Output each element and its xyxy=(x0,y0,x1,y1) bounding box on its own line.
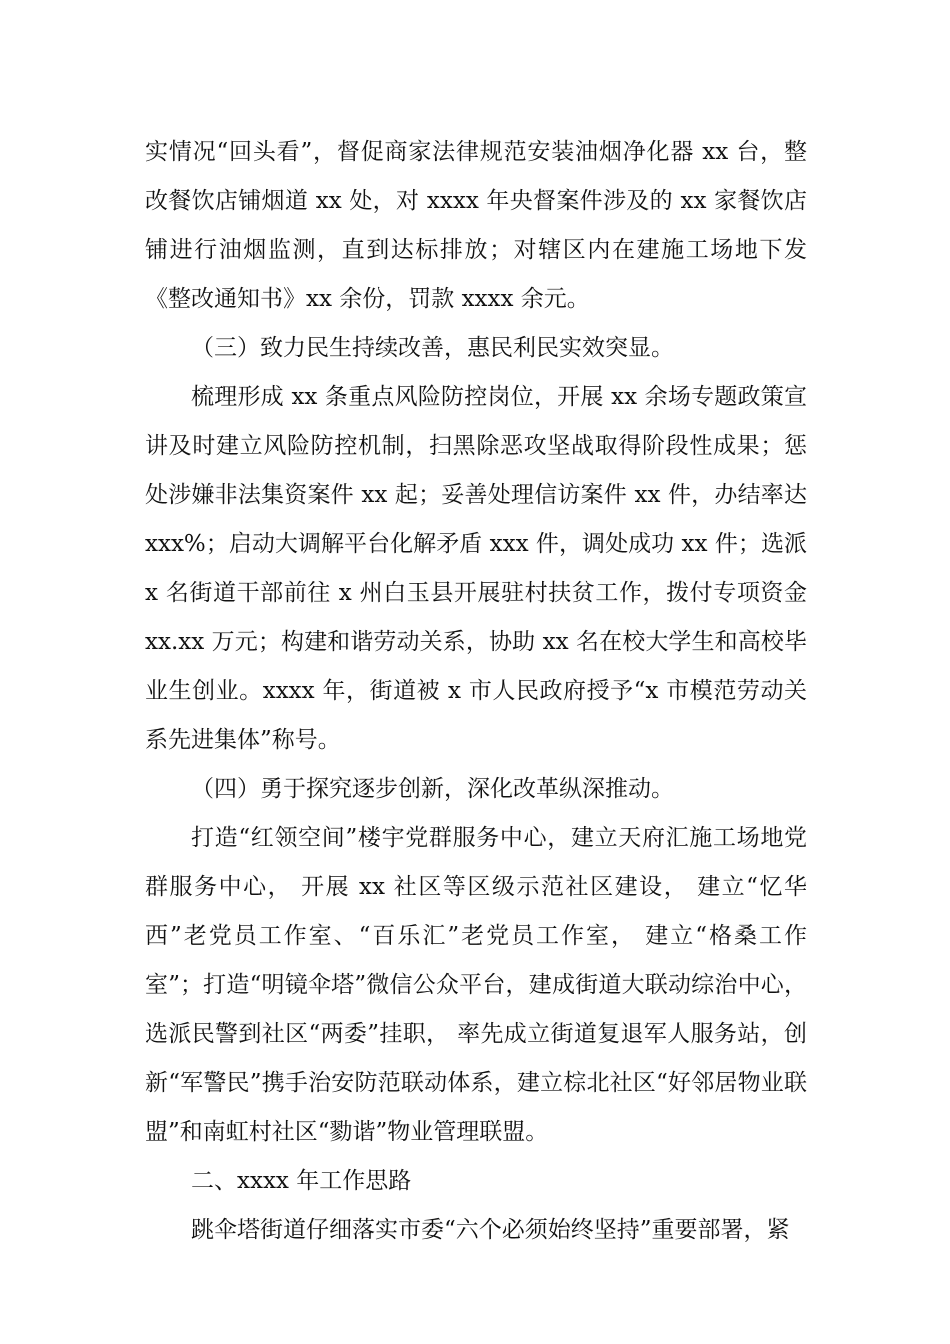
document-body xyxy=(145,128,807,1255)
paragraph-work-plan: 跳伞塔街道仔细落实市委“六个必须始终坚持”重要部署，紧 xyxy=(191,1217,790,1243)
paragraph-innovation: 打造“红领空间”楼宇党群服务中心，建立天府汇施工场地党群服务中心， 开展 xx 社区等区级示范社区建设， 建立“忆华西”老党员工作室、“百乐汇”老党员工作室， 建立“格桑工作室”；打造“明镜伞塔”微信公众平台，建成街道大联动综治中心，选派民警到社区“两委”挂职， 率先成立街道复退军人服务站，创新“军警民”携手治安防范联动体系，建立棕北社区“好邻居物业联盟”和南虹村社区“勠谐”物业管理联盟。 xyxy=(145,825,807,1145)
paragraph-livelihood: 梳理形成 xx 条重点风险防控岗位，开展 xx 余场专题政策宣讲及时建立风险防控机制，扫黑除恶攻坚战取得阶段性成果；惩处涉嫌非法集资案件 xx 起；妥善处理信访案件 xx 件，办结率达 xxx%；启动大调解平台化解矛盾 xxx 件，调处成功 xx 件；选派 x 名街道干部前往 x 州白玉县开展驻村扶贫工作，拨付专项资金 xx.xx 万元；构建和谐劳动关系，协助 xx 名在校大学生和高校毕业生创业。xxxx 年，街道被 x 市人民政府授予“x 市模范劳动关系先进集体”称号。 xyxy=(145,384,807,753)
section-heading-4: （四）勇于探究逐步创新，深化改革纵深推动。 xyxy=(191,776,674,802)
section-heading-3: （三）致力民生持续改善，惠民利民实效突显。 xyxy=(191,335,674,361)
paragraph-continuation: 实情况“回头看”，督促商家法律规范安装油烟净化器 xx 台，整改餐饮店铺烟道 xx 处，对 xxxx 年央督案件涉及的 xx 家餐饮店铺进行油烟监测，直到达标排放；对辖区内在建施工场地下发《整改通知书》xx 余份，罚款 xxxx 余元。 xyxy=(145,139,807,312)
section-heading-2: 二、xxxx 年工作思路 xyxy=(191,1168,412,1194)
